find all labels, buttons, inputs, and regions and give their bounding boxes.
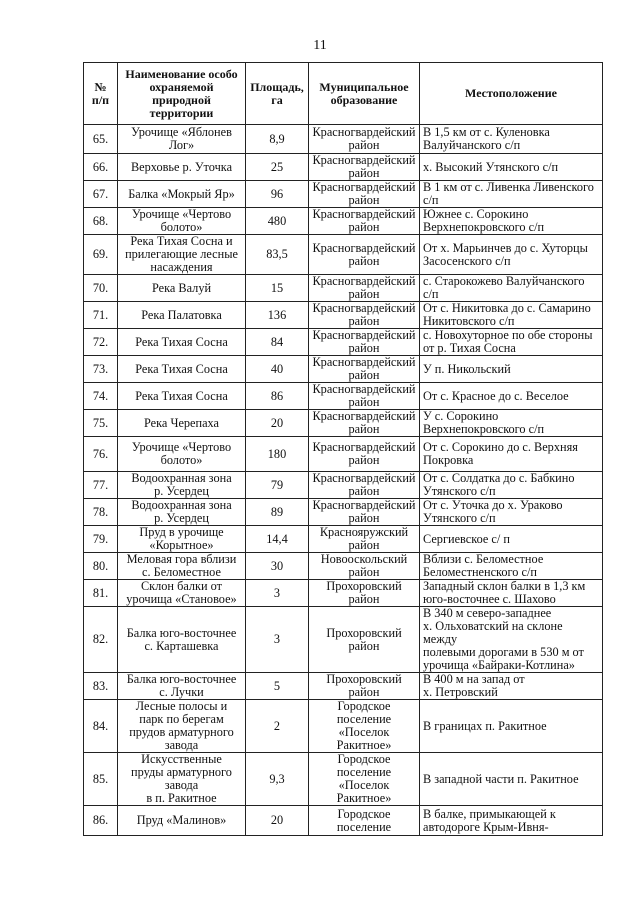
table-cell-num: 78. [84,499,118,526]
table-cell-num: 72. [84,329,118,356]
table-cell-num: 70. [84,275,118,302]
table-cell-municipality: Прохоровский район [309,580,420,607]
table-cell-location: У п. Никольский [420,356,603,383]
table-cell-location: с. Новохуторное по обе стороны от р. Тихая Сосна [420,329,603,356]
table-cell-municipality: Городское поселение [309,806,420,836]
table-cell-num: 65. [84,125,118,154]
table-cell-municipality: Красногвардейский район [309,181,420,208]
table-cell-name: Искусственные пруды арматурного завода в п. Ракитное [118,753,246,806]
table-cell-location: От с. Уточка до х. Ураково Утянского с/п [420,499,603,526]
table-cell-num: 84. [84,700,118,753]
table-cell-municipality: Красногвардейский район [309,329,420,356]
table-row [84,499,603,526]
table-cell-num: 76. [84,437,118,472]
table-cell-municipality: Красногвардейский район [309,154,420,181]
table-cell-name: Река Тихая Сосна [118,329,246,356]
table-cell-name: Пруд в урочище «Корытное» [118,526,246,553]
table-row [84,580,603,607]
table-cell-name: Река Валуй [118,275,246,302]
table-cell-name: Урочище «Чертово болото» [118,208,246,235]
table-cell-area: 480 [246,208,309,235]
table-cell-num: 77. [84,472,118,499]
table-row [84,302,603,329]
table-row [84,235,603,275]
table-cell-location: От с. Солдатка до с. Бабкино Утянского с/п [420,472,603,499]
table-cell-municipality: Красногвардейский район [309,410,420,437]
header-municipality: Муниципальное образование [309,63,420,125]
table-cell-location: От х. Марьинчев до с. Хуторцы Засосенского с/п [420,235,603,275]
table-cell-area: 96 [246,181,309,208]
table-cell-location: Вблизи с. Беломестное Беломестненского с/п [420,553,603,580]
table-cell-municipality: Красногвардейский район [309,472,420,499]
table-cell-location: У с. Сорокино Верхнепокровского с/п [420,410,603,437]
table-cell-municipality: Новооскольский район [309,553,420,580]
table-cell-num: 82. [84,607,118,673]
table-cell-num: 81. [84,580,118,607]
table-cell-name: Верховье р. Уточка [118,154,246,181]
table-cell-municipality: Красногвардейский район [309,275,420,302]
table-cell-num: 68. [84,208,118,235]
table-cell-location: В границах п. Ракитное [420,700,603,753]
table-cell-num: 86. [84,806,118,836]
page-number: 11 [313,38,327,53]
table-cell-area: 136 [246,302,309,329]
table-cell-municipality: Красногвардейский район [309,208,420,235]
table-cell-area: 180 [246,437,309,472]
table-cell-location: с. Старокожево Валуйчанского с/п [420,275,603,302]
table-cell-municipality: Городское поселение «Поселок Ракитное» [309,753,420,806]
table-cell-municipality: Красногвардейский район [309,437,420,472]
table-cell-area: 3 [246,607,309,673]
header-location: Местоположение [420,63,603,125]
table-row [84,526,603,553]
table-cell-name: Балка юго-восточнее с. Карташевка [118,607,246,673]
table-cell-location: В 1 км от с. Ливенка Ливенского с/п [420,181,603,208]
table-row [84,329,603,356]
table-cell-area: 79 [246,472,309,499]
table-row [84,472,603,499]
table-cell-area: 40 [246,356,309,383]
table-row [84,275,603,302]
table-cell-area: 83,5 [246,235,309,275]
header-area: Площадь, га [246,63,309,125]
table-cell-area: 25 [246,154,309,181]
table-cell-area: 9,3 [246,753,309,806]
table-cell-municipality: Красногвардейский район [309,383,420,410]
table-cell-num: 75. [84,410,118,437]
table-cell-location: В балке, примыкающей к автодороге Крым-Ивня- [420,806,603,836]
table-cell-location: От с. Красное до с. Веселое [420,383,603,410]
table-cell-name: Река Тихая Сосна и прилегающие лесные насаждения [118,235,246,275]
table-row [84,607,603,673]
table-cell-name: Урочище «Яблонев Лог» [118,125,246,154]
table-row [84,700,603,753]
table-cell-name: Водоохранная зона р. Усердец [118,472,246,499]
table-cell-municipality: Краснояружский район [309,526,420,553]
table-header-row [84,63,603,125]
table-row [84,383,603,410]
table-cell-num: 80. [84,553,118,580]
table-cell-num: 79. [84,526,118,553]
table-cell-location: В 340 м северо-западнее х. Ольховатский на склоне между полевыми дорогами в 530 м от урочища «Байраки-Котлина» [420,607,603,673]
table-cell-location: Западный склон балки в 1,3 км юго-восточнее с. Шахово [420,580,603,607]
table-row [84,753,603,806]
table-row [84,356,603,383]
table-cell-name: Балка «Мокрый Яр» [118,181,246,208]
table-row [84,181,603,208]
table-cell-location: Сергиевское с/ п [420,526,603,553]
table-cell-area: 14,4 [246,526,309,553]
table-cell-num: 74. [84,383,118,410]
table-cell-location: х. Высокий Утянского с/п [420,154,603,181]
table-cell-area: 8,9 [246,125,309,154]
protected-areas-table [83,62,603,836]
table-cell-name: Река Черепаха [118,410,246,437]
table-cell-location: Южнее с. Сорокино Верхнепокровского с/п [420,208,603,235]
table-cell-area: 20 [246,806,309,836]
header-num: № п/п [84,63,118,125]
table-cell-location: В 400 м на запад от х. Петровский [420,673,603,700]
table-cell-area: 2 [246,700,309,753]
table-cell-name: Балка юго-восточнее с. Лучки [118,673,246,700]
table-cell-municipality: Красногвардейский район [309,235,420,275]
table-cell-municipality: Красногвардейский район [309,499,420,526]
table-cell-num: 73. [84,356,118,383]
table-cell-name: Меловая гора вблизи с. Беломестное [118,553,246,580]
table-cell-num: 85. [84,753,118,806]
table-cell-name: Река Тихая Сосна [118,356,246,383]
table-cell-name: Водоохранная зона р. Усердец [118,499,246,526]
table-cell-location: От с. Сорокино до с. Верхняя Покровка [420,437,603,472]
table-cell-num: 66. [84,154,118,181]
table-row [84,125,603,154]
table-cell-num: 69. [84,235,118,275]
table-row [84,806,603,836]
table-cell-num: 71. [84,302,118,329]
table-cell-name: Урочище «Чертово болото» [118,437,246,472]
table-cell-name: Пруд «Малинов» [118,806,246,836]
table-cell-location: В западной части п. Ракитное [420,753,603,806]
table-cell-num: 67. [84,181,118,208]
table-cell-municipality: Городское поселение «Поселок Ракитное» [309,700,420,753]
table-cell-municipality: Прохоровский район [309,673,420,700]
table-cell-area: 20 [246,410,309,437]
table-cell-location: В 1,5 км от с. Куленовка Валуйчанского с/п [420,125,603,154]
table-cell-name: Склон балки от урочища «Становое» [118,580,246,607]
table-cell-municipality: Красногвардейский район [309,125,420,154]
header-name: Наименование особо охраняемой природной территории [118,63,246,125]
table-row [84,673,603,700]
table-row [84,410,603,437]
table-cell-area: 89 [246,499,309,526]
table-body [84,125,603,836]
table-cell-name: Река Тихая Сосна [118,383,246,410]
table-cell-num: 83. [84,673,118,700]
table-cell-area: 84 [246,329,309,356]
table-row [84,154,603,181]
table-cell-area: 15 [246,275,309,302]
table-cell-municipality: Прохоровский район [309,607,420,673]
table-row [84,208,603,235]
table-row [84,553,603,580]
table-cell-area: 30 [246,553,309,580]
table-cell-municipality: Красногвардейский район [309,302,420,329]
table-cell-name: Река Палатовка [118,302,246,329]
table-row [84,437,603,472]
table-cell-name: Лесные полосы и парк по берегам прудов арматурного завода [118,700,246,753]
table-cell-municipality: Красногвардейский район [309,356,420,383]
table-cell-area: 3 [246,580,309,607]
table-cell-location: От с. Никитовка до с. Самарино Никитовского с/п [420,302,603,329]
table-cell-area: 5 [246,673,309,700]
table-cell-area: 86 [246,383,309,410]
